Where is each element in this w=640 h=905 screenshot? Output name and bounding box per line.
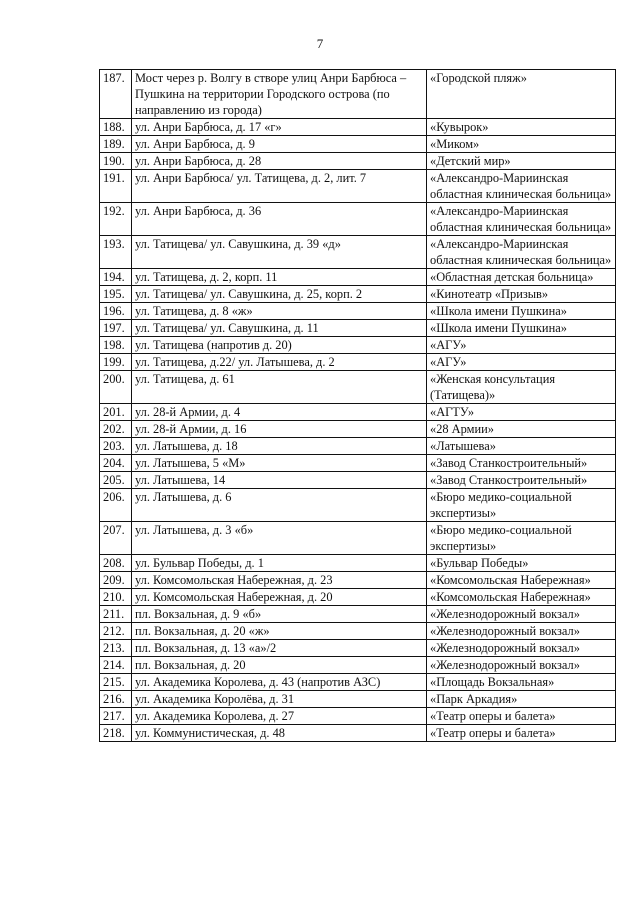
address-cell: ул. Татищева/ ул. Савушкина, д. 11 [132,320,427,337]
row-number-cell: 191. [100,170,132,203]
stop-name-cell: «АГТУ» [427,404,616,421]
table-row [100,708,616,725]
row-number-cell: 189. [100,136,132,153]
address-cell: пл. Вокзальная, д. 20 «ж» [132,623,427,640]
table-row [100,269,616,286]
stop-name-cell: «Железнодорожный вокзал» [427,657,616,674]
stop-name-cell: «Площадь Вокзальная» [427,674,616,691]
row-number-cell: 213. [100,640,132,657]
table-row [100,236,616,269]
table-body [100,70,616,742]
row-number-cell: 207. [100,522,132,555]
table-row [100,438,616,455]
stop-name-cell: «Городской пляж» [427,70,616,119]
stop-name-cell: «Александро-Мариинская областная клиническая больница» [427,170,616,203]
row-number-cell: 196. [100,303,132,320]
stop-name-cell: «Бульвар Победы» [427,555,616,572]
row-number-cell: 209. [100,572,132,589]
table-row [100,354,616,371]
address-cell: ул. Коммунистическая, д. 48 [132,725,427,742]
address-cell: ул. Татищева/ ул. Савушкина, д. 39 «д» [132,236,427,269]
table-row [100,404,616,421]
address-cell: ул. Академика Королева, д. 27 [132,708,427,725]
table-row [100,421,616,438]
stop-name-cell: «Завод Станкостроительный» [427,472,616,489]
stop-name-cell: «Областная детская больница» [427,269,616,286]
row-number-cell: 210. [100,589,132,606]
stop-name-cell: «Женская консультация (Татищева)» [427,371,616,404]
table-row [100,472,616,489]
stop-name-cell: «Театр оперы и балета» [427,725,616,742]
row-number-cell: 212. [100,623,132,640]
address-cell: ул. Анри Барбюса, д. 17 «г» [132,119,427,136]
address-cell: пл. Вокзальная, д. 9 «б» [132,606,427,623]
table-row [100,489,616,522]
address-cell: пл. Вокзальная, д. 13 «а»/2 [132,640,427,657]
row-number-cell: 195. [100,286,132,303]
table-row [100,153,616,170]
address-cell: ул. 28-й Армии, д. 4 [132,404,427,421]
address-cell: ул. Академика Королёва, д. 31 [132,691,427,708]
stop-name-cell: «АГУ» [427,354,616,371]
stop-name-cell: «Бюро медико-социальной экспертизы» [427,522,616,555]
table-row [100,555,616,572]
table-row [100,371,616,404]
table-row [100,725,616,742]
address-cell: ул. Комсомольская Набережная, д. 23 [132,572,427,589]
row-number-cell: 208. [100,555,132,572]
address-cell: ул. Латышева, д. 3 «б» [132,522,427,555]
address-cell: Мост через р. Волгу в створе улиц Анри Барбюса – Пушкина на территории Городского острова (по направлению из города) [132,70,427,119]
row-number-cell: 197. [100,320,132,337]
address-cell: ул. Латышева, 14 [132,472,427,489]
address-cell: ул. Латышева, 5 «М» [132,455,427,472]
table-row [100,589,616,606]
row-number-cell: 217. [100,708,132,725]
table-row [100,455,616,472]
table-row [100,70,616,119]
bus-stops-table [99,69,616,742]
table-row [100,640,616,657]
stop-name-cell: «Кинотеатр «Призыв» [427,286,616,303]
row-number-cell: 211. [100,606,132,623]
address-cell: ул. Академика Королева, д. 43 (напротив АЗС) [132,674,427,691]
stop-name-cell: «Железнодорожный вокзал» [427,623,616,640]
address-cell: пл. Вокзальная, д. 20 [132,657,427,674]
address-cell: ул. Анри Барбюса/ ул. Татищева, д. 2, лит. 7 [132,170,427,203]
address-cell: ул. Татищева, д. 8 «ж» [132,303,427,320]
table-row [100,657,616,674]
address-cell: ул. Латышева, д. 18 [132,438,427,455]
table-row [100,623,616,640]
row-number-cell: 216. [100,691,132,708]
table-row [100,674,616,691]
stop-name-cell: «Театр оперы и балета» [427,708,616,725]
table-row [100,691,616,708]
table-row [100,303,616,320]
table-row [100,119,616,136]
address-cell: ул. 28-й Армии, д. 16 [132,421,427,438]
table-row [100,170,616,203]
row-number-cell: 202. [100,421,132,438]
table-row [100,320,616,337]
row-number-cell: 203. [100,438,132,455]
row-number-cell: 193. [100,236,132,269]
row-number-cell: 215. [100,674,132,691]
table-row [100,522,616,555]
row-number-cell: 204. [100,455,132,472]
row-number-cell: 188. [100,119,132,136]
row-number-cell: 218. [100,725,132,742]
row-number-cell: 206. [100,489,132,522]
address-cell: ул. Бульвар Победы, д. 1 [132,555,427,572]
row-number-cell: 199. [100,354,132,371]
address-cell: ул. Комсомольская Набережная, д. 20 [132,589,427,606]
stop-name-cell: «Комсомольская Набережная» [427,572,616,589]
stop-name-cell: «Александро-Мариинская областная клиническая больница» [427,203,616,236]
stop-name-cell: «Бюро медико-социальной экспертизы» [427,489,616,522]
stop-name-cell: «Александро-Мариинская областная клиническая больница» [427,236,616,269]
row-number-cell: 198. [100,337,132,354]
stop-name-cell: «Миком» [427,136,616,153]
stop-name-cell: «Железнодорожный вокзал» [427,640,616,657]
address-cell: ул. Анри Барбюса, д. 28 [132,153,427,170]
table-row [100,203,616,236]
address-cell: ул. Татищева, д. 2, корп. 11 [132,269,427,286]
stop-name-cell: «Кувырок» [427,119,616,136]
table-row [100,136,616,153]
stop-name-cell: «Железнодорожный вокзал» [427,606,616,623]
stop-name-cell: «Парк Аркадия» [427,691,616,708]
address-cell: ул. Татищева, д.22/ ул. Латышева, д. 2 [132,354,427,371]
row-number-cell: 190. [100,153,132,170]
row-number-cell: 205. [100,472,132,489]
row-number-cell: 194. [100,269,132,286]
address-cell: ул. Татищева, д. 61 [132,371,427,404]
table-row [100,572,616,589]
page-number: 7 [316,36,324,51]
stop-name-cell: «Школа имени Пушкина» [427,320,616,337]
row-number-cell: 201. [100,404,132,421]
row-number-cell: 187. [100,70,132,119]
stop-name-cell: «Школа имени Пушкина» [427,303,616,320]
address-cell: ул. Татищева/ ул. Савушкина, д. 25, корп. 2 [132,286,427,303]
table-row [100,337,616,354]
row-number-cell: 200. [100,371,132,404]
address-cell: ул. Латышева, д. 6 [132,489,427,522]
stop-name-cell: «Латышева» [427,438,616,455]
row-number-cell: 192. [100,203,132,236]
address-cell: ул. Анри Барбюса, д. 9 [132,136,427,153]
stop-name-cell: «Комсомольская Набережная» [427,589,616,606]
row-number-cell: 214. [100,657,132,674]
address-cell: ул. Татищева (напротив д. 20) [132,337,427,354]
stop-name-cell: «28 Армии» [427,421,616,438]
stop-name-cell: «Завод Станкостроительный» [427,455,616,472]
table-row [100,286,616,303]
table-row [100,606,616,623]
stop-name-cell: «АГУ» [427,337,616,354]
address-cell: ул. Анри Барбюса, д. 36 [132,203,427,236]
stop-name-cell: «Детский мир» [427,153,616,170]
